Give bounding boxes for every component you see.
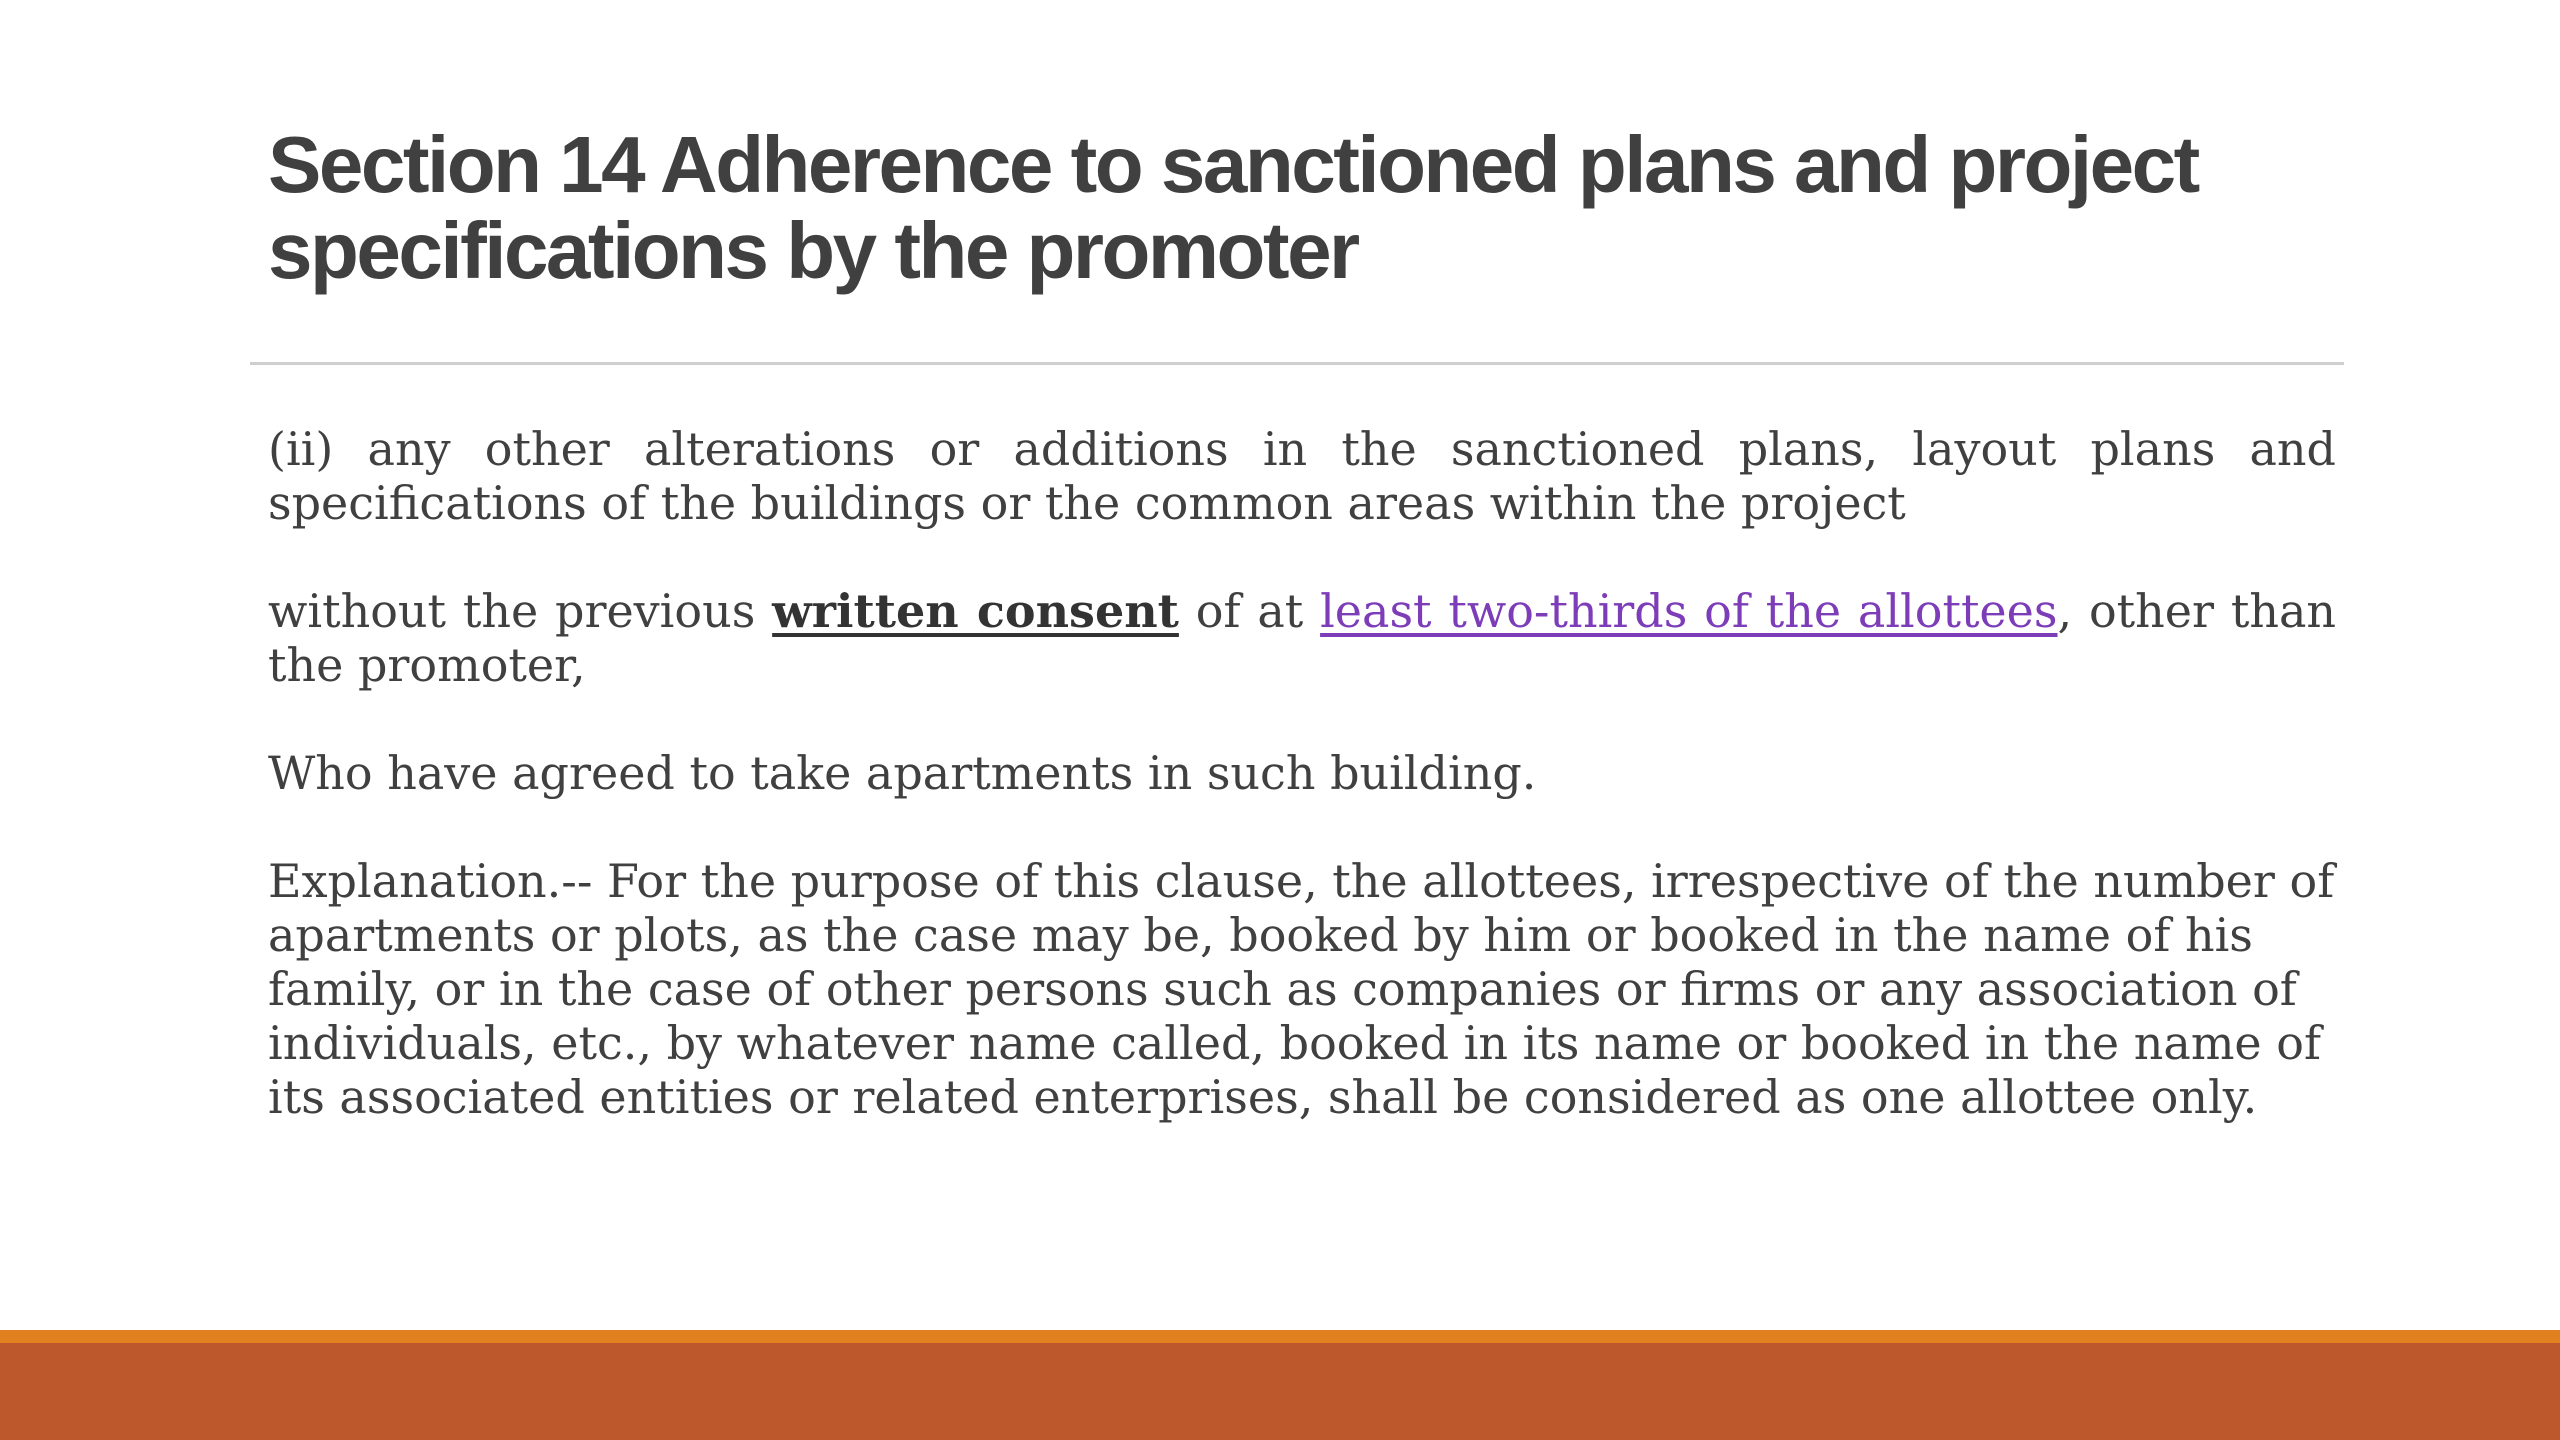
paragraph-consent bbox=[268, 584, 2336, 692]
paragraph-agreed: Who have agreed to take apartments in such building. bbox=[268, 746, 1537, 800]
slide-body bbox=[268, 422, 2336, 1178]
consent-text-before: without the previous bbox=[268, 584, 773, 638]
consent-text-middle: of at bbox=[1178, 584, 1321, 638]
consent-text-after: , other than the promoter, bbox=[268, 584, 2336, 692]
paragraph-explanation: Explanation.-- For the purpose of this clause, the allottees, irrespective of the number of apartments or plots, as the case may be, booked by him or booked in the name of his family, or in the case of other persons such as companies or firms or any association of individuals, etc., by whatever name called, booked in its name or booked in the name of its associated entities or related enterprises, shall be considered as one allottee only. bbox=[268, 854, 2335, 1124]
paragraph-alterations: (ii) any other alterations or additions in the sanctioned plans, layout plans and specifications of the buildings or the common areas within the project bbox=[268, 422, 2336, 530]
two-thirds-allottees-link[interactable]: least two-thirds of the allottees bbox=[1320, 584, 2058, 638]
title-divider bbox=[250, 362, 2344, 365]
footer-accent-stripe bbox=[0, 1330, 2560, 1343]
slide-title: Section 14 Adherence to sanctioned plans and project specifications by the promoter bbox=[268, 120, 2198, 295]
written-consent-emphasis: written consent bbox=[772, 584, 1179, 638]
footer-band bbox=[0, 1343, 2560, 1440]
